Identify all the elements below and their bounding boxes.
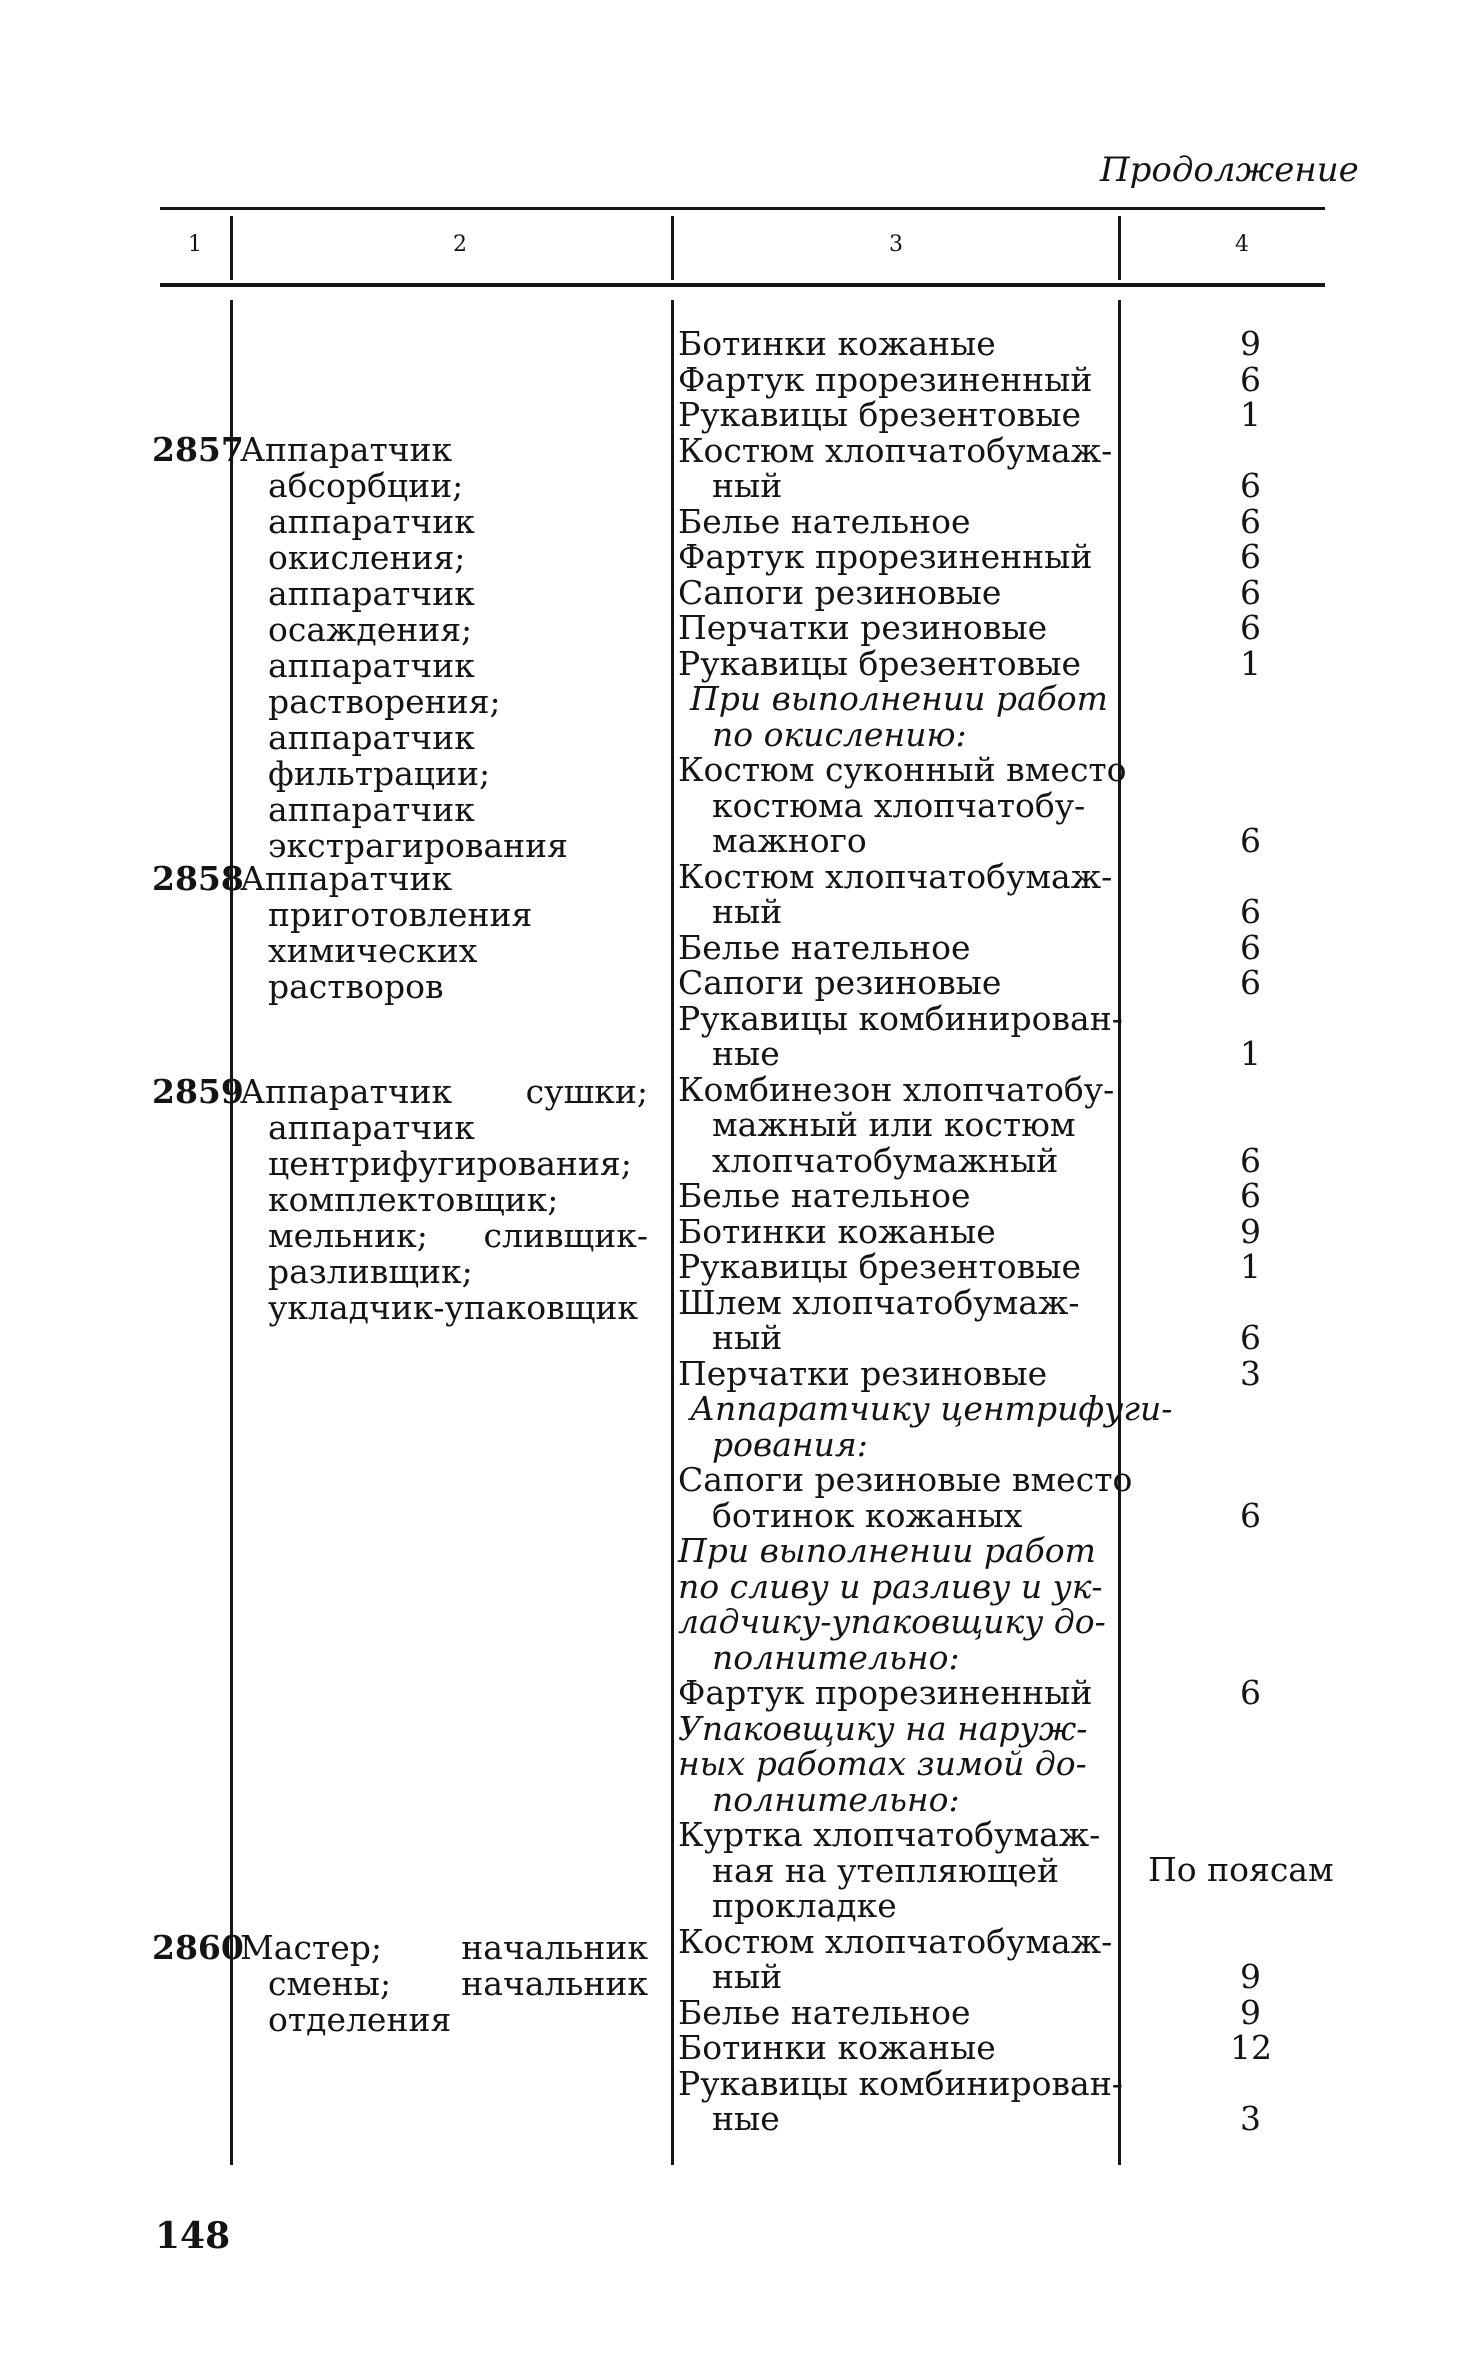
term-value: 6 bbox=[1240, 537, 1261, 576]
item-note-line: Аппаратчику центрифуги- bbox=[690, 1389, 1173, 1428]
term-value: 6 bbox=[1240, 1176, 1261, 1215]
item-line: Перчатки резиновые bbox=[678, 608, 1048, 647]
item-line: Белье нательное bbox=[678, 1176, 971, 1215]
item-line: Фартук прорезиненный bbox=[678, 1673, 1093, 1712]
item-line: мажный или костюм bbox=[712, 1105, 1076, 1144]
row-number: 2860 bbox=[152, 1928, 244, 1967]
term-value: 6 bbox=[1240, 502, 1261, 541]
column-divider bbox=[230, 300, 233, 2165]
item-note-line: При выполнении работ bbox=[690, 679, 1108, 718]
item-line: Сапоги резиновые вместо bbox=[678, 1460, 1133, 1499]
item-line: Белье нательное bbox=[678, 1993, 971, 2032]
term-value: 1 bbox=[1240, 395, 1261, 434]
row-number: 2858 bbox=[152, 859, 244, 898]
item-line: Костюм хлопчатобумаж- bbox=[678, 431, 1113, 470]
term-value: 6 bbox=[1240, 573, 1261, 612]
item-line: Белье нательное bbox=[678, 502, 971, 541]
item-line: Шлем хлопчатобумаж- bbox=[678, 1283, 1080, 1322]
item-note-line: по сливу и разливу и ук- bbox=[678, 1567, 1103, 1606]
position-cell: Аппаратчик приготовления химических растворов bbox=[240, 859, 533, 1006]
item-line: Комбинезон хлопчатобу- bbox=[678, 1070, 1115, 1109]
item-line: Ботинки кожаные bbox=[678, 1212, 996, 1251]
column-header-1: 1 bbox=[188, 232, 202, 257]
page-number: 148 bbox=[155, 2215, 231, 2257]
item-line: Ботинки кожаные bbox=[678, 324, 996, 363]
item-line: Перчатки резиновые bbox=[678, 1354, 1048, 1393]
term-value: 1 bbox=[1240, 644, 1261, 683]
item-line: ная на утепляющей bbox=[712, 1851, 1060, 1890]
column-divider bbox=[671, 300, 674, 2165]
position-cell: Аппаратчик абсорбции; аппаратчик окисления; аппаратчик осаждения; аппаратчик растворения; аппаратчик фильтрации; аппаратчик экстрагирования bbox=[240, 430, 568, 865]
item-line: Рукавицы комбинирован- bbox=[678, 999, 1123, 1038]
item-note-line: рования: bbox=[712, 1425, 868, 1464]
item-line: ботинок кожаных bbox=[712, 1496, 1023, 1535]
table-top-rule bbox=[160, 207, 1325, 210]
column-header-4: 4 bbox=[1235, 232, 1249, 257]
term-value: 6 bbox=[1240, 821, 1261, 860]
term-value: 9 bbox=[1240, 1993, 1261, 2032]
item-line: Фартук прорезиненный bbox=[678, 537, 1093, 576]
term-value: 6 bbox=[1240, 466, 1261, 505]
term-value: 6 bbox=[1240, 360, 1261, 399]
item-line: Фартук прорезиненный bbox=[678, 360, 1093, 399]
item-line: Рукавицы брезентовые bbox=[678, 1247, 1082, 1286]
term-value: 3 bbox=[1240, 2099, 1261, 2138]
item-line: Ботинки кожаные bbox=[678, 2028, 996, 2067]
column-header-3: 3 bbox=[889, 232, 903, 257]
item-line: прокладке bbox=[712, 1886, 897, 1925]
term-value: 1 bbox=[1240, 1247, 1261, 1286]
column-header-2: 2 bbox=[453, 232, 467, 257]
item-line: Сапоги резиновые bbox=[678, 573, 1002, 612]
term-value: 6 bbox=[1240, 1141, 1261, 1180]
item-line: Костюм суконный вместо bbox=[678, 750, 1127, 789]
term-value: 9 bbox=[1240, 324, 1261, 363]
item-line: Рукавицы комбинирован- bbox=[678, 2064, 1123, 2103]
item-note-line: При выполнении работ bbox=[678, 1531, 1096, 1570]
column-divider bbox=[671, 216, 674, 280]
item-line: Костюм хлопчатобумаж- bbox=[678, 857, 1113, 896]
term-value: 12 bbox=[1230, 2028, 1272, 2067]
item-note-line: ладчику-упаковщику до- bbox=[678, 1602, 1106, 1641]
item-line: Сапоги резиновые bbox=[678, 963, 1002, 1002]
term-value: 9 bbox=[1240, 1957, 1261, 1996]
item-line: ные bbox=[712, 1034, 780, 1073]
item-line: хлопчатобумажный bbox=[712, 1141, 1059, 1180]
item-line: ный bbox=[712, 892, 783, 931]
item-line: мажного bbox=[712, 821, 867, 860]
term-value: 9 bbox=[1240, 1212, 1261, 1251]
column-divider bbox=[1118, 216, 1121, 280]
term-value: 6 bbox=[1240, 892, 1261, 931]
item-line: Рукавицы брезентовые bbox=[678, 395, 1082, 434]
position-cell: Аппаратчик сушки; аппаратчик центрифугирования; комплектовщик; мельник; сливщик-разливщик; укладчик-упаковщик bbox=[240, 1072, 648, 1327]
term-value: 6 bbox=[1240, 608, 1261, 647]
term-value: 3 bbox=[1240, 1354, 1261, 1393]
column-divider bbox=[1118, 300, 1121, 2165]
item-line: Костюм хлопчатобумаж- bbox=[678, 1922, 1113, 1961]
term-value: 6 bbox=[1240, 1318, 1261, 1357]
item-line: Белье нательное bbox=[678, 928, 971, 967]
item-line: ные bbox=[712, 2099, 780, 2138]
item-line: Куртка хлопчатобумаж- bbox=[678, 1815, 1101, 1854]
row-number: 2859 bbox=[152, 1072, 244, 1111]
item-line: ный bbox=[712, 466, 783, 505]
item-note-line: Упаковщику на наруж- bbox=[678, 1709, 1088, 1748]
continuation-label: Продолжение bbox=[1100, 150, 1359, 190]
term-value: 6 bbox=[1240, 1673, 1261, 1712]
header-bottom-rule bbox=[160, 283, 1325, 287]
item-note-line: полнительно: bbox=[712, 1780, 960, 1819]
item-line: ный bbox=[712, 1957, 783, 1996]
item-note-line: ных работах зимой до- bbox=[678, 1744, 1087, 1783]
term-value: 6 bbox=[1240, 963, 1261, 1002]
item-line: ный bbox=[712, 1318, 783, 1357]
item-note-line: по окислению: bbox=[712, 715, 967, 754]
term-value: 6 bbox=[1240, 928, 1261, 967]
item-line: костюма хлопчатобу- bbox=[712, 786, 1086, 825]
term-value: По поясам bbox=[1148, 1850, 1334, 1889]
row-number: 2857 bbox=[152, 430, 244, 469]
item-line: Рукавицы брезентовые bbox=[678, 644, 1082, 683]
position-cell: Мастер; начальник смены; начальник отделения bbox=[240, 1928, 648, 2039]
column-divider bbox=[230, 216, 233, 280]
item-note-line: полнительно: bbox=[712, 1638, 960, 1677]
term-value: 6 bbox=[1240, 1496, 1261, 1535]
term-value: 1 bbox=[1240, 1034, 1261, 1073]
